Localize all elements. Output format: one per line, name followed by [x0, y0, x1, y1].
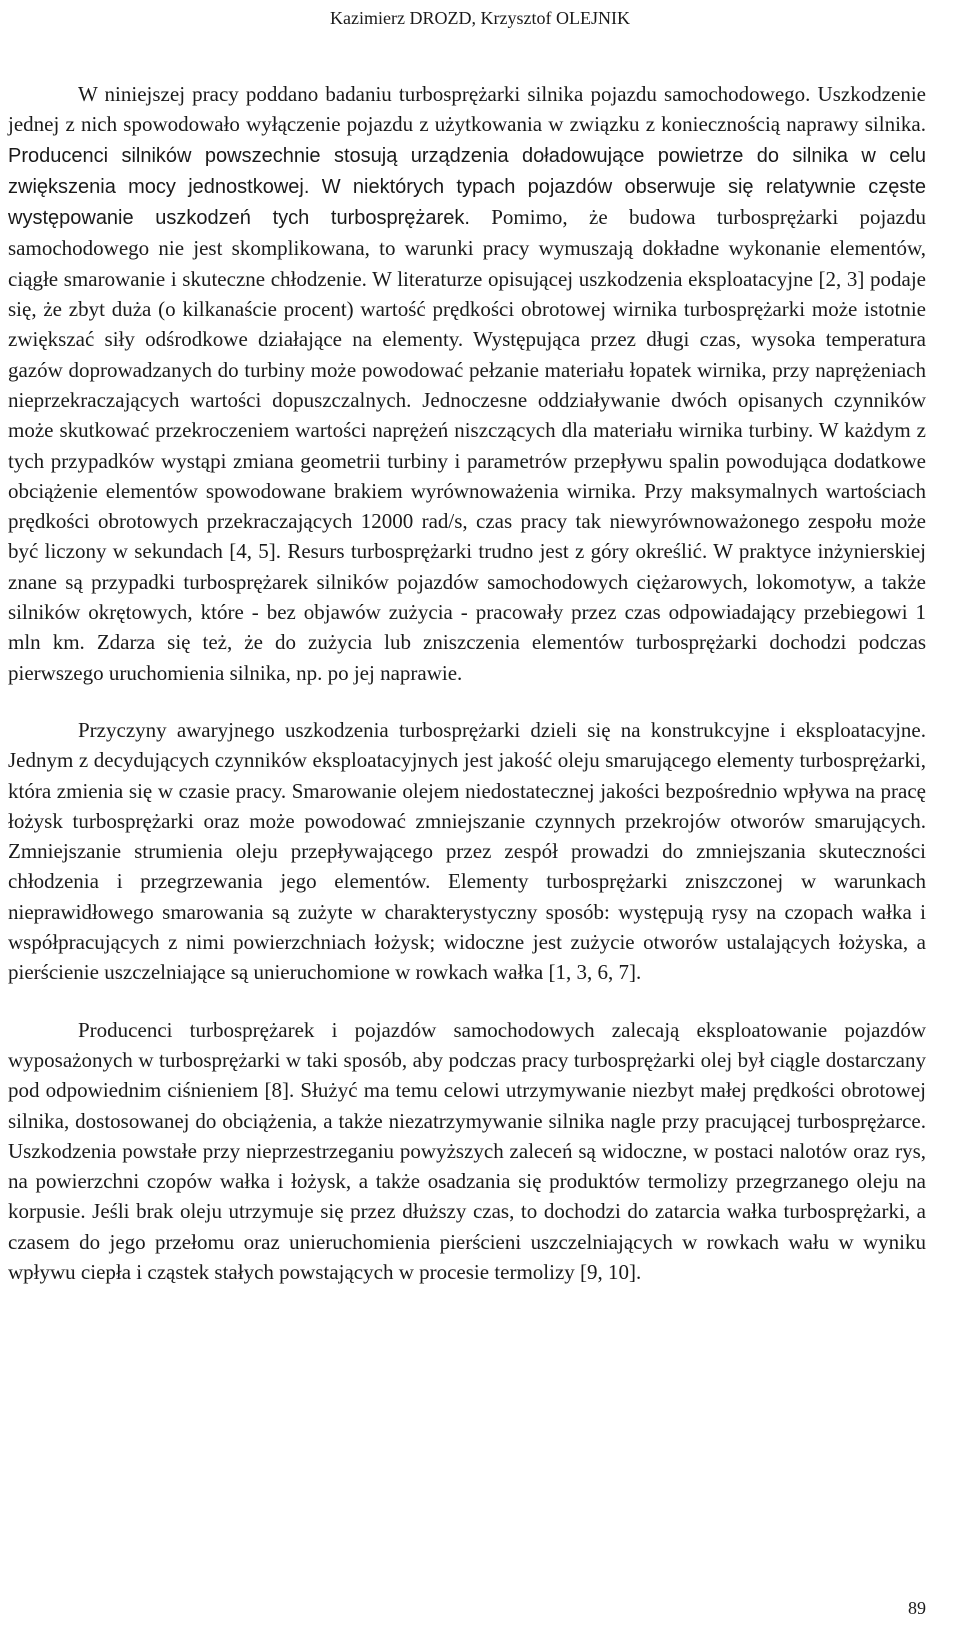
running-header-authors: Kazimierz DROZD, Krzysztof OLEJNIK: [330, 8, 630, 28]
paragraph-3: Producenci turbosprężarek i pojazdów samochodowych zalecają eksploatowanie pojazdów wyposażonych w turbosprężarki w taki sposób, aby podczas pracy turbosprężarki olej był ciągle dostarczany pod odpowiednim ciśnieniem [8]. Służyć ma temu celowi utrzymywanie niezbyt małej prędkości obrotowej silnika, dostosowanej do obciążenia, a także niezatrzymywanie silnika nagle przy pracującej turbosprężarce. Uszkodzenia powstałe przy nieprzestrzeganiu powyższych zaleceń są widoczne, w postaci nalotów oraz rys, na powierzchni czopów wałka i łożysk, a także osadzania się produktów termolizy przegrzanego oleju na korpusie. Jeśli brak oleju utrzymuje się przez dłuższy czas, to dochodzi do zatarcia wałka turbosprężarki, a czasem do jego przełomu oraz unieruchomienia pierścieni uszczelniających w rowkach wału w wyniku wpływu ciepła i cząstek stałych powstających w procesie termolizy [9, 10].: [8, 1017, 926, 1284]
paragraph-1-sentence-1: W niniejszej pracy poddano badaniu turbosprężarki silnika pojazdu samochodowego. Uszkodzenie jednej z nich spowodowało wyłączenie pojazdu z użytkowania w związku z koniecznością naprawy silnika.: [8, 82, 926, 137]
paragraph-1-sentence-3: Pomimo, że budowa turbosprężarki pojazdu samochodowego nie jest skomplikowana, to warunki pracy wymuszają dokładne wykonanie elementów, ciągłe smarowanie i skuteczne chłodzenie. W literaturze opisującej uszkodzenia eksploatacyjne [2, 3] podaje się, że zbyt duża (o kilkanaście procent) wartość prędkości obrotowej wirnika turbosprężarki może istotnie zwiększać siły odśrodkowe działające na elementy. Występująca przez długi czas, wysoka temperatura gazów doprowadzanych do turbiny może powodować pełzanie materiału łopatek wirnika, przy naprężeniach nieprzekraczających wartości dopuszczalnych. Jednoczesne oddziaływanie dwóch opisanych czynników może skutkować przekroczeniem wartości naprężeń niszczących dla materiału wirnika turbiny. W każdym z tych przypadków wystąpi zmiana geometrii turbiny i parametrów przepływu spalin powodująca dodatkowe obciążenie elementów spowodowane brakiem wyrównoważenia wirnika. Przy maksymalnych wartościach prędkości obrotowych przekraczających 12000 rad/s, czas pracy tak niewyrównoważonego zespołu może być liczony w sekundach [4, 5]. Resurs turbosprężarki trudno jest z góry określić. W praktyce inżynierskiej znane są przypadki turbosprężarek silników pojazdów samochodowych ciężarowych, lokomotyw, a także silników okrętowych, które - bez objawów zużycia - pracowały przez czas odpowiadający przebiegowi 1 mln km. Zdarza się też, że do zużycia lub zniszczenia elementów turbosprężarki dochodzi podczas pierwszego uruchomienia silnika, np. po jej naprawie.: [8, 205, 926, 685]
paragraph-1: [8, 79, 926, 688]
paragraph-2: Przyczyny awaryjnego uszkodzenia turbosprężarki dzieli się na konstrukcyjne i eksploatacyjne. Jednym z decydujących czynników eksploatacyjnych jest jakość oleju smarującego elementy turbosprężarki, która zmienia się w czasie pracy. Smarowanie olejem niedostatecznej jakości bezpośrednio wpływa na pracę łożysk turbosprężarki oraz może powodować zmniejszanie czynnych przekrojów otworów smarujących. Zmniejszanie strumienia oleju przepływającego przez zespół prowadzi do zmniejszania skuteczności chłodzenia i przegrzewania jego elementów. Elementy turbosprężarki zniszczonej w warunkach nieprawidłowego smarowania są zużyte w charakterystyczny sposób: występują rysy na czopach wałka i współpracujących z nimi powierzchniach łożysk; widoczne jest zużycie otworów ustalających łożyska, a pierścienie uszczelniające są unieruchomione w rowkach wałka [1, 3, 6, 7].: [8, 717, 926, 985]
body-text: [8, 79, 926, 1287]
page-number: 89: [908, 1598, 926, 1618]
paragraph-1-sentence-2: Producenci silników powszechnie stosują urządzenia doładowujące powietrze do silnika w celu zwiększenia mocy jednostkowej. W niektórych typach pojazdów obserwuje się relatywnie częste występowanie uszkodzeń tych turbosprężarek.: [8, 144, 926, 230]
